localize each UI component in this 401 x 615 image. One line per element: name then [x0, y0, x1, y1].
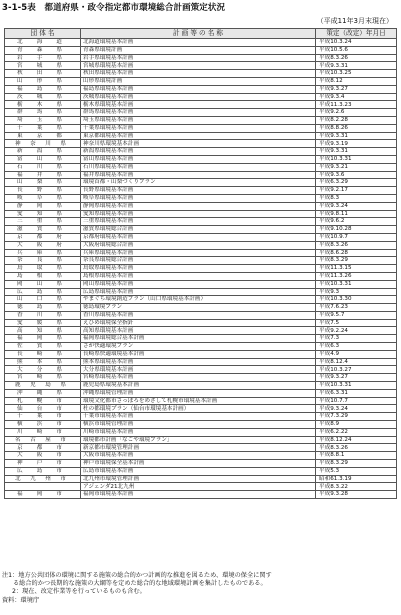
date-cell: 平成9.3.27	[316, 374, 397, 382]
table-row	[5, 296, 397, 304]
note-1-line-1: 注1：地方公共団体の環境に関する施策の総合的かつ計画的な推進を図るため、環境の保全に関す	[2, 572, 272, 579]
table-row	[5, 194, 397, 202]
table-row	[5, 109, 397, 117]
table-row	[5, 413, 397, 421]
header-plan-name: 計 画 等 の 名 称	[81, 29, 316, 39]
plan-name-cell: やまぐち環境創造プラン（山口県環境基本計画）	[81, 296, 316, 304]
table-row	[5, 226, 397, 234]
plan-name-cell: 福岡県環境総合基本計画	[81, 335, 316, 343]
note-1-line-2: る総合的かつ長期的な施策の大綱等を定めた総合的な地域環境計画を集計したものである。	[13, 580, 267, 588]
organization-cell: 大阪市	[5, 452, 81, 460]
table-row	[5, 249, 397, 257]
organization-cell: 岡山県	[5, 280, 81, 288]
plan-name-cell: 三重県環境基本計画	[81, 218, 316, 226]
organization-cell: 北海道	[5, 39, 81, 47]
table-row	[5, 421, 397, 429]
table-row	[5, 132, 397, 140]
table-row	[5, 280, 397, 288]
date-cell: 平成7.3.29	[316, 413, 397, 421]
organization-cell: 福島県	[5, 85, 81, 93]
organization-cell: 富山県	[5, 155, 81, 163]
table-row	[5, 366, 397, 374]
table-row	[5, 272, 397, 280]
plan-name-cell: 熊本県環境基本計画	[81, 358, 316, 366]
date-cell: 平成11.3.23	[316, 101, 397, 109]
date-cell: 平成8.3.22	[316, 483, 397, 491]
organization-cell: 愛知県	[5, 210, 81, 218]
table-row	[5, 460, 397, 468]
table-row	[5, 452, 397, 460]
date-cell: 平成8.2.28	[316, 116, 397, 124]
date-cell: 昭和61.3.19	[316, 475, 397, 483]
plan-name-cell: 静岡県環境基本計画	[81, 202, 316, 210]
table-row	[5, 116, 397, 124]
plan-name-cell: 青森県環境計画	[81, 46, 316, 54]
date-cell: 平成11.3.15	[316, 265, 397, 273]
plan-name-cell: 横浜市環境管理計画	[81, 421, 316, 429]
table-row	[5, 288, 397, 296]
organization-cell: 高知県	[5, 327, 81, 335]
organization-cell: 札幌市	[5, 397, 81, 405]
organization-cell: 広島県	[5, 288, 81, 296]
table-row	[5, 405, 397, 413]
table-row	[5, 311, 397, 319]
date-cell: 平成9.3.24	[316, 202, 397, 210]
date-cell: 平成9.2.17	[316, 187, 397, 195]
organization-cell: 岩手県	[5, 54, 81, 62]
date-cell: 平成10.7.7	[316, 397, 397, 405]
plan-name-cell: 栃木県環境基本計画	[81, 101, 316, 109]
table-row	[5, 163, 397, 171]
date-cell: 平成10.3.27	[316, 366, 397, 374]
date-cell: 平成9.6.2	[316, 218, 397, 226]
organization-cell: 岐阜県	[5, 194, 81, 202]
table-row	[5, 265, 397, 273]
table-row	[5, 93, 397, 101]
table-row	[5, 491, 397, 499]
plan-name-cell: えひめ環境保全指針	[81, 319, 316, 327]
date-cell: 平成11.3.26	[316, 272, 397, 280]
plan-name-cell: 杜の都環境プラン（仙台市環境基本計画）	[81, 405, 316, 413]
table-row	[5, 85, 397, 93]
source-note: 資料：環境庁	[2, 596, 40, 604]
date-cell: 平成9.3.31	[316, 132, 397, 140]
plan-name-cell: 福井県環境基本計画	[81, 171, 316, 179]
organization-cell	[5, 483, 81, 491]
date-cell: 平成10.3.31	[316, 382, 397, 390]
header-date: 策定（改定）年月日	[316, 29, 397, 39]
table-row	[5, 374, 397, 382]
notes	[2, 572, 398, 605]
table-row	[5, 343, 397, 351]
date-cell: 平成9.10.28	[316, 226, 397, 234]
table-body	[5, 39, 397, 499]
plan-name-cell: 長崎県快適環境基本計画	[81, 350, 316, 358]
date-cell: 平成6.3.31	[316, 389, 397, 397]
plan-name-cell: 群馬県環境基本計画	[81, 109, 316, 117]
table-row	[5, 101, 397, 109]
organization-cell: 京都府	[5, 233, 81, 241]
date-cell: 平成6.2.22	[316, 428, 397, 436]
table-row	[5, 257, 397, 265]
date-cell: 平成8.3.26	[316, 54, 397, 62]
plan-name-cell: 新京都市環境管理計画	[81, 444, 316, 452]
date-cell: 平成9.2.24	[316, 327, 397, 335]
organization-cell: 埼玉県	[5, 116, 81, 124]
table-row	[5, 179, 397, 187]
organization-cell: 福井県	[5, 171, 81, 179]
table-row	[5, 54, 397, 62]
plan-name-cell: 鳥取県環境基本計画	[81, 265, 316, 273]
date-cell: 平成6.3.29	[316, 179, 397, 187]
as-of-date: （平成11年3月末現在）	[316, 17, 393, 25]
table-row	[5, 397, 397, 405]
table-row	[5, 39, 397, 47]
plan-name-cell: 環境首都・山梨づくりプラン	[81, 179, 316, 187]
plan-name-cell: 新潟県環境基本計画	[81, 148, 316, 156]
plan-name-cell: 富山県環境基本計画	[81, 155, 316, 163]
organization-cell: 千葉市	[5, 413, 81, 421]
organization-cell: 東京都	[5, 132, 81, 140]
date-cell: 平成10.3.31	[316, 155, 397, 163]
date-cell: 平成7.6.23	[316, 304, 397, 312]
organization-cell: 愛媛県	[5, 319, 81, 327]
date-cell: 平成9.8.11	[316, 210, 397, 218]
organization-cell: 兵庫県	[5, 249, 81, 257]
organization-cell: 三重県	[5, 218, 81, 226]
organization-cell: 神奈川県	[5, 140, 81, 148]
organization-cell: 山形県	[5, 77, 81, 85]
organization-cell: 大阪府	[5, 241, 81, 249]
plan-name-cell: 広島市環境基本計画	[81, 467, 316, 475]
date-cell: 平成4.9	[316, 350, 397, 358]
plan-name-cell: さが快適環境プラン	[81, 343, 316, 351]
date-cell: 平成9.5.7	[316, 311, 397, 319]
plan-name-cell: 石川県環境基本計画	[81, 163, 316, 171]
plan-name-cell: 島根県環境基本計画	[81, 272, 316, 280]
table-row	[5, 218, 397, 226]
organization-cell: 栃木県	[5, 101, 81, 109]
date-cell: 平成7.5	[316, 319, 397, 327]
organization-cell: 熊本県	[5, 358, 81, 366]
organization-cell: 青森県	[5, 46, 81, 54]
organization-cell: 大分県	[5, 366, 81, 374]
organization-cell: 京都市	[5, 444, 81, 452]
plan-name-cell: 福島県環境基本計画	[81, 85, 316, 93]
plan-name-cell: 広島県環境基本計画	[81, 288, 316, 296]
plan-name-cell: 宮城県環境基本計画	[81, 62, 316, 70]
table-row	[5, 46, 397, 54]
table-row	[5, 202, 397, 210]
plan-name-cell: 奈良県環境総合計画	[81, 257, 316, 265]
table-row	[5, 124, 397, 132]
organization-cell: 福岡市	[5, 491, 81, 499]
date-cell: 平成8.12.24	[316, 436, 397, 444]
date-cell: 平成8.3.29	[316, 257, 397, 265]
table-row	[5, 382, 397, 390]
table-row	[5, 241, 397, 249]
plan-name-cell: 山形県環境計画	[81, 77, 316, 85]
date-cell: 平成8.3.29	[316, 460, 397, 468]
environment-plan-table	[4, 28, 397, 499]
organization-cell: 千葉県	[5, 124, 81, 132]
plan-name-cell: 北海道環境基本計画	[81, 39, 316, 47]
plan-name-cell: 宮崎県環境基本計画	[81, 374, 316, 382]
date-cell: 平成9.3.31	[316, 148, 397, 156]
table-row	[5, 436, 397, 444]
date-cell: 平成6.3	[316, 343, 397, 351]
table-row	[5, 350, 397, 358]
table-row	[5, 358, 397, 366]
plan-name-cell: 北九州市環境管理計画	[81, 475, 316, 483]
organization-cell: 山口県	[5, 296, 81, 304]
table-row	[5, 233, 397, 241]
plan-name-cell: 大阪府環境総合計画	[81, 241, 316, 249]
table-row	[5, 77, 397, 85]
organization-cell: 奈良県	[5, 257, 81, 265]
plan-name-cell: 岡山県環境基本計画	[81, 280, 316, 288]
organization-cell: 鳥取県	[5, 265, 81, 273]
organization-cell: 長崎県	[5, 350, 81, 358]
plan-name-cell: 環境都市計画「なごや環境プラン」	[81, 436, 316, 444]
table-row	[5, 335, 397, 343]
plan-name-cell: 川崎市環境基本計画	[81, 428, 316, 436]
organization-cell: 徳島県	[5, 304, 81, 312]
date-cell: 平成9.3.19	[316, 140, 397, 148]
plan-name-cell: 埼玉県環境基本計画	[81, 116, 316, 124]
organization-cell: 石川県	[5, 163, 81, 171]
date-cell: 平成9.2.6	[316, 109, 397, 117]
table-row	[5, 483, 397, 491]
table-row	[5, 148, 397, 156]
organization-cell: 宮崎県	[5, 374, 81, 382]
organization-cell: 山梨県	[5, 179, 81, 187]
date-cell: 平成10.3.31	[316, 280, 397, 288]
table-header-row	[5, 29, 397, 39]
organization-cell: 佐賀県	[5, 343, 81, 351]
date-cell: 平成8.12	[316, 77, 397, 85]
date-cell: 平成10.3.24	[316, 39, 397, 47]
organization-cell: 福岡県	[5, 335, 81, 343]
table-row	[5, 475, 397, 483]
date-cell: 平成5.3	[316, 467, 397, 475]
plan-name-cell: 千葉市環境基本計画	[81, 413, 316, 421]
date-cell: 平成9.3.31	[316, 62, 397, 70]
organization-cell: 仙台市	[5, 405, 81, 413]
plan-name-cell: 高知県環境基本計画	[81, 327, 316, 335]
table-row	[5, 62, 397, 70]
organization-cell: 滋賀県	[5, 226, 81, 234]
date-cell: 平成9.3.4	[316, 93, 397, 101]
date-cell: 平成9.3.21	[316, 163, 397, 171]
plan-name-cell: 神奈川県環境基本計画	[81, 140, 316, 148]
plan-name-cell: 愛知県環境基本計画	[81, 210, 316, 218]
table-row	[5, 319, 397, 327]
date-cell: 平成8.8.26	[316, 124, 397, 132]
table-row	[5, 155, 397, 163]
plan-name-cell: 秋田県環境基本計画	[81, 70, 316, 78]
plan-name-cell: 滋賀県環境総合計画	[81, 226, 316, 234]
organization-cell: 秋田県	[5, 70, 81, 78]
table-row	[5, 327, 397, 335]
date-cell: 平成8.9	[316, 421, 397, 429]
note-2: 2：現在、改定作業等を行っているものも含む。	[12, 588, 146, 596]
organization-cell: 長野県	[5, 187, 81, 195]
plan-name-cell: 大阪市環境基本計画	[81, 452, 316, 460]
organization-cell: 香川県	[5, 311, 81, 319]
organization-cell: 神戸市	[5, 460, 81, 468]
organization-cell: 静岡県	[5, 202, 81, 210]
date-cell: 平成9.3.28	[316, 491, 397, 499]
plan-name-cell: 兵庫県環境基本計画	[81, 249, 316, 257]
table-row	[5, 171, 397, 179]
table-row	[5, 210, 397, 218]
plan-name-cell: 沖縄県環境管理計画	[81, 389, 316, 397]
date-cell: 平成10.9.7	[316, 233, 397, 241]
table-row	[5, 444, 397, 452]
organization-cell: 名古屋市	[5, 436, 81, 444]
date-cell: 平成8.8.1	[316, 452, 397, 460]
table-row	[5, 467, 397, 475]
date-cell: 平成8.3.26	[316, 241, 397, 249]
date-cell: 平成9.3	[316, 288, 397, 296]
date-cell: 平成8.12.4	[316, 358, 397, 366]
plan-name-cell: 岐阜県環境基本計画	[81, 194, 316, 202]
date-cell: 平成10.5.6	[316, 46, 397, 54]
organization-cell: 新潟県	[5, 148, 81, 156]
table-row	[5, 389, 397, 397]
date-cell: 平成8.6.28	[316, 249, 397, 257]
table-row	[5, 140, 397, 148]
plan-name-cell: 神戸市環境保全基本計画	[81, 460, 316, 468]
plan-name-cell: 大分県環境基本計画	[81, 366, 316, 374]
plan-name-cell: アジェンダ21北九州	[81, 483, 316, 491]
date-cell: 平成7.3	[316, 335, 397, 343]
organization-cell: 北九州市	[5, 475, 81, 483]
date-cell: 平成9.3.27	[316, 85, 397, 93]
table-title: 3-1-5表 都道府県・政令指定都市環境総合計画策定状況	[2, 3, 226, 13]
organization-cell: 群馬県	[5, 109, 81, 117]
organization-cell: 島根県	[5, 272, 81, 280]
table-row	[5, 428, 397, 436]
plan-name-cell: 岩手県環境基本計画	[81, 54, 316, 62]
organization-cell: 横浜市	[5, 421, 81, 429]
date-cell: 平成10.3.30	[316, 296, 397, 304]
plan-name-cell: 香川県環境基本計画	[81, 311, 316, 319]
date-cell: 平成9.3.24	[316, 405, 397, 413]
table-row	[5, 304, 397, 312]
organization-cell: 宮城県	[5, 62, 81, 70]
date-cell: 平成10.3.25	[316, 70, 397, 78]
organization-cell: 沖縄県	[5, 389, 81, 397]
plan-name-cell: 環境文化都市さっぽろをめざして札幌市環境基本計画	[81, 397, 316, 405]
date-cell: 平成8.3	[316, 194, 397, 202]
organization-cell: 広島市	[5, 467, 81, 475]
table-row	[5, 70, 397, 78]
organization-cell: 茨城県	[5, 93, 81, 101]
header-organization: 団 体 名	[5, 29, 81, 39]
plan-name-cell: 東京都環境基本計画	[81, 132, 316, 140]
plan-name-cell: 福岡市環境基本計画	[81, 491, 316, 499]
organization-cell: 鹿児島県	[5, 382, 81, 390]
table-row	[5, 187, 397, 195]
organization-cell: 川崎市	[5, 428, 81, 436]
plan-name-cell: 長野県環境基本計画	[81, 187, 316, 195]
plan-name-cell: 京都府環境基本計画	[81, 233, 316, 241]
plan-name-cell: 茨城県環境基本計画	[81, 93, 316, 101]
plan-name-cell: 鹿児島県環境基本計画	[81, 382, 316, 390]
plan-name-cell: 徳島環境プラン	[81, 304, 316, 312]
date-cell: 平成8.3.26	[316, 444, 397, 452]
plan-name-cell: 千葉県環境基本計画	[81, 124, 316, 132]
date-cell: 平成9.3.6	[316, 171, 397, 179]
